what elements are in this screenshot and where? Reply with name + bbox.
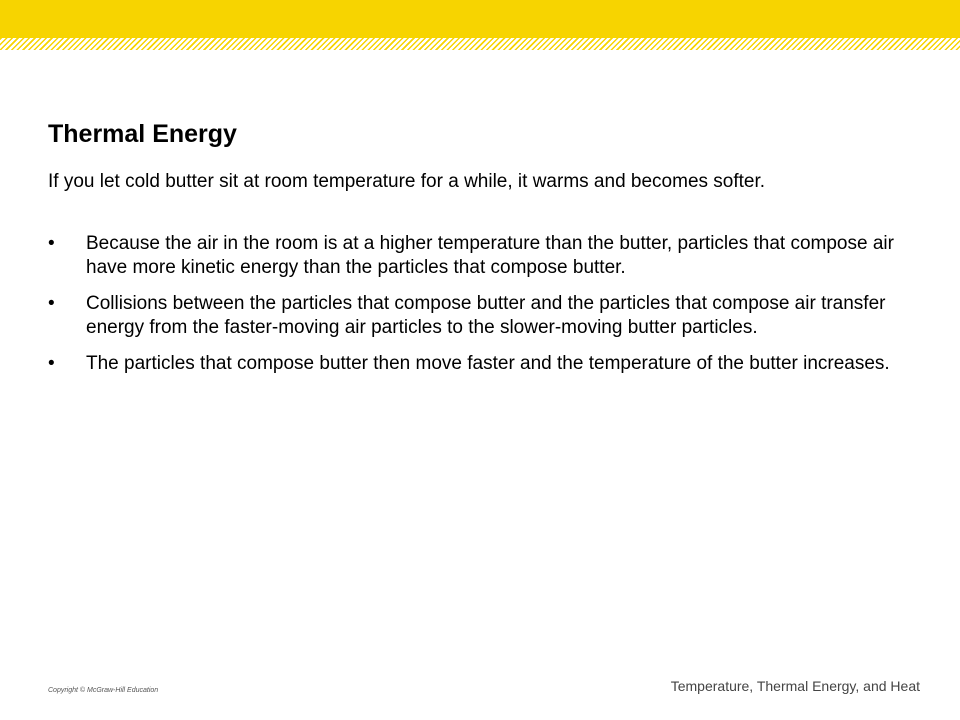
bullet-text: Collisions between the particles that compose butter and the particles that compose air transfer energy from the faster-moving air particles to the slower-moving butter particles. bbox=[86, 293, 886, 338]
top-accent-bar bbox=[0, 0, 960, 38]
slide-title: Thermal Energy bbox=[48, 120, 237, 148]
bullet-marker: • bbox=[48, 353, 55, 374]
bullet-text: Because the air in the room is at a higher temperature than the butter, particles that compose air have more kinetic energy than the particles that compose butter. bbox=[86, 233, 894, 278]
intro-paragraph: If you let cold butter sit at room temperature for a while, it warms and becomes softer. bbox=[48, 171, 766, 192]
bullet-item bbox=[48, 232, 912, 280]
bullet-item bbox=[48, 352, 912, 376]
bullet-list bbox=[48, 232, 912, 388]
bullet-text: The particles that compose butter then move faster and the temperature of the butter increases. bbox=[86, 353, 890, 374]
bullet-item bbox=[48, 292, 912, 340]
hatched-accent-band bbox=[0, 38, 960, 50]
footer-chapter-title: Temperature, Thermal Energy, and Heat bbox=[670, 678, 920, 694]
bullet-marker: • bbox=[48, 233, 55, 254]
bullet-marker: • bbox=[48, 293, 55, 314]
copyright-notice: Copyright © McGraw-Hill Education bbox=[48, 687, 159, 694]
